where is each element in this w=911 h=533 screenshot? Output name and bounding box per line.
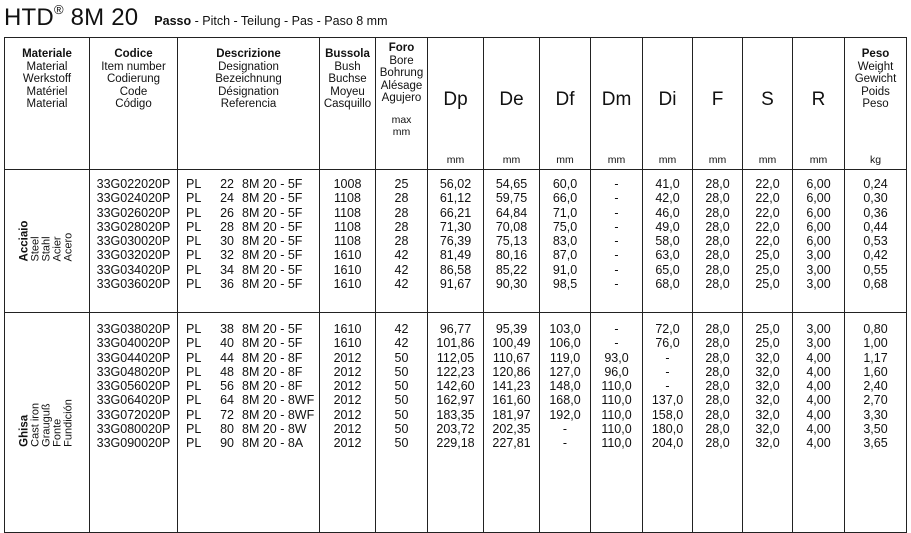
di-value: - (665, 350, 670, 365)
dm-value: - (614, 234, 619, 249)
code-cell (90, 170, 178, 313)
de-value: 85,22 (495, 262, 528, 277)
di-value: 41,0 (655, 177, 680, 191)
item-code: 33G034020P (96, 262, 171, 277)
de-cell (484, 313, 540, 533)
bush-value: 1108 (334, 205, 361, 220)
r-cell (793, 313, 845, 533)
peso-value: 0,24 (863, 177, 888, 191)
dp-value: 183,35 (436, 407, 475, 422)
dp-value: 91,67 (439, 277, 472, 292)
description-line: PL 72 8M 20 - 8WF (186, 407, 315, 422)
peso-cell (845, 313, 907, 533)
item-code: 33G028020P (96, 219, 171, 234)
dm-value: - (614, 219, 619, 234)
bush-value: 2012 (333, 422, 362, 437)
de-value: 75,13 (495, 234, 528, 249)
df-cell (540, 313, 591, 533)
s-value: 25,0 (755, 262, 780, 277)
s-value: 32,0 (755, 393, 780, 408)
df-value: 103,0 (549, 322, 581, 336)
di-value: 58,0 (655, 234, 680, 249)
peso-value: 0,44 (863, 219, 888, 234)
di-value: 68,0 (655, 277, 680, 292)
df-value: 75,0 (552, 219, 578, 234)
r-value: 6,00 (806, 205, 831, 220)
peso-value: 0,36 (863, 205, 888, 220)
df-value: 91,0 (552, 262, 578, 277)
bore-value: 50 (394, 393, 409, 408)
df-value: 106,0 (549, 336, 581, 351)
peso-value: 2,70 (863, 393, 888, 408)
s-value: 22,0 (755, 191, 780, 206)
f-value: 28,0 (705, 234, 730, 249)
df-value: 148,0 (549, 379, 581, 394)
bore-value: 50 (394, 422, 409, 437)
peso-value: 0,53 (863, 234, 888, 249)
dp-value: 112,05 (436, 350, 475, 365)
peso-value: 0,55 (863, 262, 888, 277)
material-cell (5, 170, 90, 313)
peso-value: 3,50 (863, 422, 888, 437)
peso-value: 0,68 (863, 277, 888, 292)
dp-value: 203,72 (436, 422, 475, 437)
bore-value: 25 (394, 177, 409, 191)
de-value: 90,30 (495, 277, 528, 292)
s-value: 32,0 (755, 407, 780, 422)
col-codice: Codice Item number Codierung Code Código (90, 38, 178, 170)
unit-dp: mm (428, 148, 484, 170)
dm-value: 110,0 (601, 379, 632, 394)
peso-value: 0,80 (863, 322, 888, 336)
de-value: 54,65 (495, 177, 528, 191)
group-row (5, 170, 907, 313)
di-value: 65,0 (655, 262, 680, 277)
bore-value: 50 (394, 436, 409, 451)
peso-value: 0,30 (863, 191, 888, 206)
di-cell (643, 313, 693, 533)
description-line: PL 38 8M 20 - 5F (186, 322, 303, 336)
bore-value: 42 (394, 322, 409, 336)
bore-value: 42 (394, 248, 409, 263)
description-line: PL 90 8M 20 - 8A (186, 436, 304, 451)
s-value: 22,0 (755, 219, 780, 234)
bush-value: 1108 (334, 219, 361, 234)
unit-de: mm (484, 148, 540, 170)
r-value: 4,00 (806, 436, 831, 451)
r-value: 3,00 (806, 248, 831, 263)
bore-value: 50 (394, 350, 409, 365)
df-value: 192,0 (549, 407, 581, 422)
s-value: 25,0 (755, 322, 780, 336)
s-value: 22,0 (755, 234, 780, 249)
col-de: De (484, 38, 540, 149)
col-materiale: Materiale Material Werkstoff Matériel Material (5, 38, 90, 170)
item-code: 33G064020P (96, 393, 171, 408)
bore-value: 50 (394, 379, 409, 394)
f-cell (693, 170, 743, 313)
f-cell (693, 313, 743, 533)
description-cell (178, 313, 320, 533)
description-line: PL 80 8M 20 - 8W (186, 422, 307, 437)
df-value: 119,0 (549, 350, 581, 365)
bore-value: 28 (394, 205, 409, 220)
bush-value: 1008 (333, 177, 362, 191)
de-value: 181,97 (492, 407, 531, 422)
bore-value: 42 (394, 277, 409, 292)
r-value: 3,00 (806, 336, 831, 351)
f-value: 28,0 (705, 436, 730, 451)
col-dp: Dp (428, 38, 484, 149)
description-line: PL 64 8M 20 - 8WF (186, 393, 315, 408)
s-cell (743, 170, 793, 313)
col-di: Di (643, 38, 693, 149)
f-value: 28,0 (705, 191, 730, 206)
s-value: 32,0 (755, 436, 780, 451)
col-s: S (743, 38, 793, 149)
de-value: 161,60 (492, 393, 531, 408)
di-value: 204,0 (651, 436, 684, 451)
di-value: 49,0 (655, 219, 680, 234)
de-value: 227,81 (492, 436, 531, 451)
s-value: 32,0 (755, 379, 780, 394)
bore-value: 28 (394, 219, 409, 234)
s-cell (743, 313, 793, 533)
f-value: 28,0 (705, 219, 730, 234)
bush-value: 2012 (333, 364, 362, 379)
description-line: PL 56 8M 20 - 8F (186, 379, 303, 394)
de-value: 141,23 (492, 379, 531, 394)
col-dm: Dm (591, 38, 643, 149)
bore-cell (376, 313, 428, 533)
description-line: PL 36 8M 20 - 5F (186, 277, 303, 292)
r-value: 6,00 (806, 191, 831, 206)
dp-value: 86,58 (439, 262, 472, 277)
peso-value: 1,00 (863, 336, 888, 351)
df-value: 168,0 (549, 393, 581, 408)
bush-cell (320, 313, 376, 533)
r-value: 4,00 (806, 407, 831, 422)
material-cell (5, 313, 90, 533)
di-value: 63,0 (655, 248, 680, 263)
de-value: 202,35 (492, 422, 531, 437)
bush-value: 2012 (333, 393, 362, 408)
dp-value: 61,12 (439, 191, 472, 206)
item-code: 33G032020P (96, 248, 171, 263)
group-acciaio (5, 170, 907, 313)
description-line: PL 22 8M 20 - 5F (186, 177, 303, 191)
df-value: 127,0 (549, 364, 581, 379)
description-line: PL 26 8M 20 - 5F (186, 205, 303, 220)
peso-cell (845, 170, 907, 313)
dp-value: 96,77 (439, 322, 472, 336)
s-value: 22,0 (755, 177, 780, 191)
di-value: - (665, 379, 670, 394)
col-bussola: Bussola Bush Buchse Moyeu Casquillo (320, 38, 376, 170)
description-line: PL 34 8M 20 - 5F (186, 262, 303, 277)
f-value: 28,0 (705, 393, 730, 408)
page-title (4, 4, 388, 34)
dm-value: 110,0 (601, 407, 632, 422)
dm-cell (591, 170, 643, 313)
dm-value: - (614, 177, 619, 191)
col-foro: Foro Bore Bohrung Alésage Agujero max mm (376, 38, 428, 170)
di-value: 76,0 (655, 336, 680, 351)
r-value: 3,00 (806, 322, 831, 336)
item-code: 33G090020P (96, 436, 171, 451)
f-value: 28,0 (705, 177, 730, 191)
df-value: 98,5 (552, 277, 578, 292)
dp-value: 71,30 (439, 219, 472, 234)
dm-value: - (614, 248, 619, 263)
df-cell (540, 170, 591, 313)
description-cell (178, 170, 320, 313)
df-value: 83,0 (552, 234, 578, 249)
df-value: 60,0 (552, 177, 578, 191)
r-value: 4,00 (806, 379, 831, 394)
f-value: 28,0 (705, 248, 730, 263)
dm-value: 110,0 (601, 393, 632, 408)
item-code: 33G038020P (96, 322, 171, 336)
peso-value: 3,65 (863, 436, 888, 451)
dm-value: - (614, 336, 619, 351)
dm-value: - (614, 205, 619, 220)
s-value: 25,0 (755, 248, 780, 263)
item-code: 33G048020P (96, 364, 171, 379)
f-value: 28,0 (705, 205, 730, 220)
pitch-label: Passo - Pitch - Teilung - Pas - Paso 8 mm (154, 14, 388, 28)
de-value: 80,16 (495, 248, 528, 263)
dm-value: - (614, 262, 619, 277)
item-code: 33G024020P (96, 191, 171, 206)
dp-cell (428, 170, 484, 313)
de-value: 59,75 (495, 191, 528, 206)
item-code: 33G026020P (96, 205, 171, 220)
dp-value: 122,23 (436, 364, 475, 379)
bore-value: 28 (394, 191, 409, 206)
r-value: 6,00 (806, 177, 831, 191)
item-code: 33G022020P (96, 177, 171, 191)
r-value: 6,00 (806, 234, 831, 249)
unit-f: mm (693, 148, 743, 170)
dp-value: 162,97 (436, 393, 475, 408)
dp-value: 229,18 (436, 436, 475, 451)
de-value: 70,08 (495, 219, 528, 234)
dm-value: 110,0 (601, 422, 632, 437)
bush-value: 1610 (333, 248, 362, 263)
di-value: 180,0 (651, 422, 684, 437)
bore-value: 42 (394, 262, 409, 277)
item-code: 33G044020P (96, 350, 171, 365)
bush-value: 1610 (333, 262, 362, 277)
spec-table (4, 37, 907, 533)
description-line: PL 32 8M 20 - 5F (186, 248, 303, 263)
bore-value: 42 (394, 336, 409, 351)
di-value: - (665, 364, 670, 379)
bush-cell (320, 170, 376, 313)
dp-value: 101,86 (436, 336, 475, 351)
dp-value: 66,21 (439, 205, 472, 220)
code-cell (90, 313, 178, 533)
dm-value: - (614, 277, 619, 292)
r-value: 4,00 (806, 364, 831, 379)
material-label: Ghisa Cast iron Grauguß Fonte Fundición (18, 398, 75, 447)
peso-value: 1,60 (863, 364, 888, 379)
group-ghisa (5, 313, 907, 533)
f-value: 28,0 (705, 277, 730, 292)
di-value: 42,0 (655, 191, 680, 206)
description-line: PL 40 8M 20 - 5F (186, 336, 303, 351)
item-code: 33G030020P (96, 234, 171, 249)
description-line: PL 44 8M 20 - 8F (186, 350, 303, 365)
r-value: 4,00 (806, 393, 831, 408)
bush-value: 1610 (333, 277, 362, 292)
df-value: 71,0 (552, 205, 578, 220)
group-row (5, 313, 907, 533)
dm-value: 96,0 (604, 364, 629, 379)
f-value: 28,0 (705, 422, 730, 437)
f-value: 28,0 (705, 350, 730, 365)
de-value: 110,67 (492, 350, 531, 365)
dm-value: - (614, 322, 619, 336)
item-code: 33G080020P (96, 422, 171, 437)
bush-value: 2012 (333, 407, 362, 422)
peso-value: 1,17 (863, 350, 888, 365)
r-value: 3,00 (806, 277, 831, 292)
de-value: 100,49 (492, 336, 531, 351)
f-value: 28,0 (705, 407, 730, 422)
item-code: 33G040020P (96, 336, 171, 351)
bore-value: 50 (394, 407, 409, 422)
f-value: 28,0 (705, 322, 730, 336)
bore-value: 50 (394, 364, 409, 379)
di-value: 137,0 (651, 393, 684, 408)
s-value: 32,0 (755, 350, 780, 365)
peso-value: 0,42 (863, 248, 888, 263)
s-value: 32,0 (755, 364, 780, 379)
f-value: 28,0 (705, 364, 730, 379)
col-peso: Peso Weight Gewicht Poids Peso (845, 38, 907, 149)
unit-peso: kg (845, 148, 907, 170)
de-value: 64,84 (495, 205, 528, 220)
r-cell (793, 170, 845, 313)
dp-value: 56,02 (439, 177, 472, 191)
di-cell (643, 170, 693, 313)
f-value: 28,0 (705, 262, 730, 277)
s-value: 25,0 (755, 336, 780, 351)
s-value: 25,0 (755, 277, 780, 292)
bush-value: 1610 (333, 336, 362, 351)
de-value: 120,86 (492, 364, 531, 379)
bush-value: 1610 (333, 322, 362, 336)
peso-value: 3,30 (863, 407, 888, 422)
di-value: 46,0 (655, 205, 680, 220)
s-value: 32,0 (755, 422, 780, 437)
bore-value: 28 (394, 234, 409, 249)
dm-cell (591, 313, 643, 533)
dp-cell (428, 313, 484, 533)
bush-value: 2012 (333, 379, 362, 394)
col-descrizione: Descrizione Designation Bezeichnung Désignation Referencia (178, 38, 320, 170)
di-value: 72,0 (655, 322, 680, 336)
unit-df: mm (540, 148, 591, 170)
description-line: PL 28 8M 20 - 5F (186, 219, 303, 234)
dp-value: 142,60 (436, 379, 475, 394)
r-value: 3,00 (806, 262, 831, 277)
di-value: 158,0 (651, 407, 684, 422)
de-cell (484, 170, 540, 313)
unit-di: mm (643, 148, 693, 170)
dp-value: 76,39 (439, 234, 472, 249)
col-f: F (693, 38, 743, 149)
dm-value: 110,0 (601, 436, 632, 451)
bush-value: 2012 (333, 436, 362, 451)
unit-s: mm (743, 148, 793, 170)
bush-value: 1108 (334, 234, 361, 249)
product-title: HTD® 8M 20 (4, 2, 139, 31)
table-header (5, 38, 907, 170)
col-r: R (793, 38, 845, 149)
df-value: 87,0 (552, 248, 578, 263)
bush-value: 1108 (334, 191, 361, 206)
r-value: 4,00 (806, 350, 831, 365)
f-value: 28,0 (705, 379, 730, 394)
df-value: - (562, 422, 568, 437)
item-code: 33G056020P (96, 379, 171, 394)
r-value: 6,00 (806, 219, 831, 234)
bore-cell (376, 170, 428, 313)
dm-value: 93,0 (604, 350, 629, 365)
col-df: Df (540, 38, 591, 149)
r-value: 4,00 (806, 422, 831, 437)
unit-r: mm (793, 148, 845, 170)
unit-dm: mm (591, 148, 643, 170)
s-value: 22,0 (755, 205, 780, 220)
dp-value: 81,49 (439, 248, 472, 263)
f-value: 28,0 (705, 336, 730, 351)
description-line: PL 48 8M 20 - 8F (186, 364, 303, 379)
df-value: 66,0 (552, 191, 578, 206)
item-code: 33G036020P (96, 277, 171, 292)
dm-value: - (614, 191, 619, 206)
de-value: 95,39 (495, 322, 528, 336)
item-code: 33G072020P (96, 407, 171, 422)
material-label: Acciaio Steel Stahl Acier Acero (18, 220, 75, 262)
peso-value: 2,40 (863, 379, 888, 394)
bush-value: 2012 (333, 350, 362, 365)
description-line: PL 24 8M 20 - 5F (186, 191, 303, 206)
df-value: - (562, 436, 568, 451)
description-line: PL 30 8M 20 - 5F (186, 234, 303, 249)
